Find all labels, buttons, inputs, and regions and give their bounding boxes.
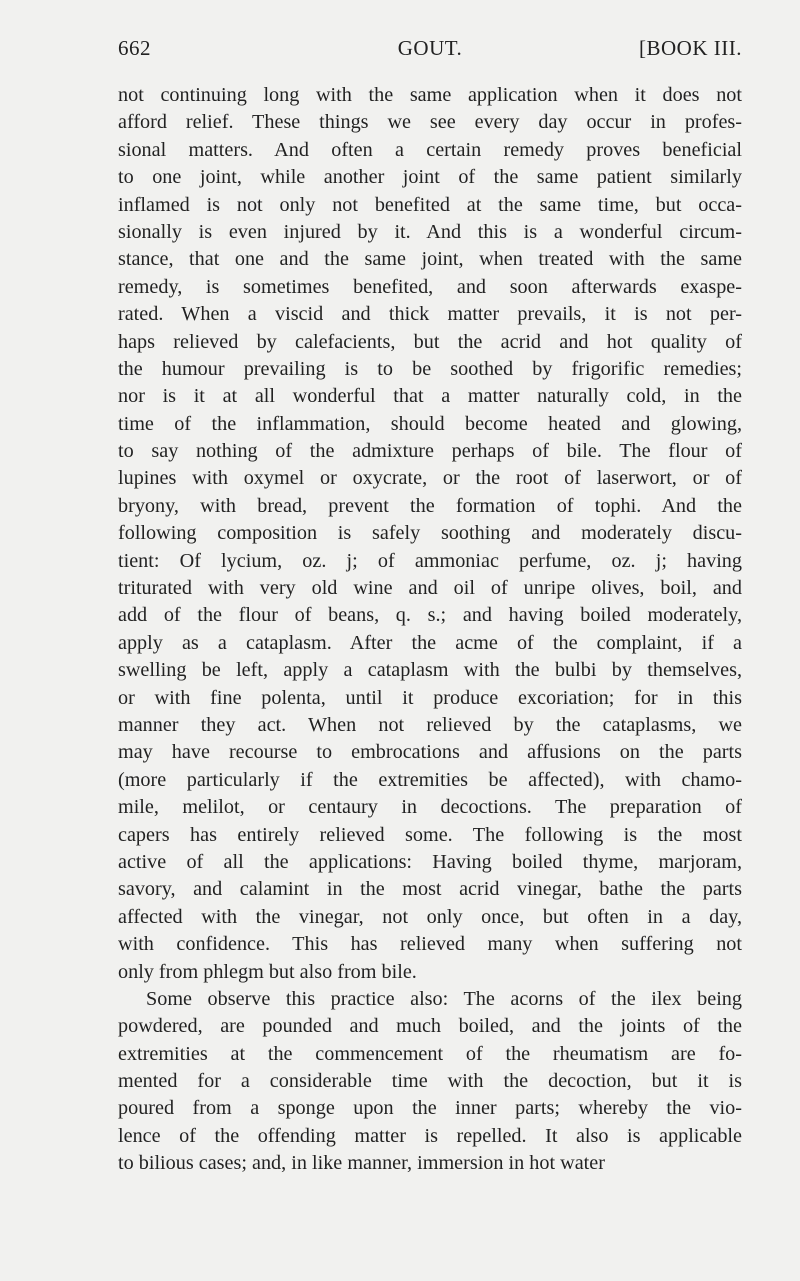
book-label: [BOOK III. (639, 36, 742, 60)
text-line: apply as a cataplasm. After the acme of the complaint, if a (118, 631, 742, 654)
text-line: to one joint, while another joint of the same patient similarly (118, 166, 742, 189)
text-line: sional matters. And often a certain remedy proves beneficial (118, 138, 742, 161)
text-line: affected with the vinegar, not only once, but often in a day, (118, 905, 742, 928)
text-line: swelling be left, apply a cataplasm with the bulbi by themselves, (118, 659, 742, 682)
text-line: not continuing long with the same application when it does not (118, 84, 742, 106)
text-line: rated. When a viscid and thick matter prevails, it is not per- (118, 303, 742, 326)
text-line: mented for a considerable time with the decoction, but it is (118, 1070, 742, 1093)
text-line: poured from a sponge upon the inner parts; whereby the vio- (118, 1097, 742, 1120)
text-line: stance, that one and the same joint, when treated with the same (118, 248, 742, 271)
text-line: following composition is safely soothing and moderately discu- (118, 522, 742, 545)
paragraph (118, 82, 742, 986)
text-line: remedy, is sometimes benefited, and soon afterwards exaspe- (118, 275, 742, 298)
text-line: powdered, are pounded and much boiled, and the joints of the (118, 1015, 742, 1038)
text-line: with confidence. This has relieved many when suffering not (118, 933, 742, 956)
text-line: may have recourse to embrocations and affusions on the parts (118, 741, 742, 764)
text-line: to bilious cases; and, in like manner, immersion in hot water (118, 1152, 605, 1175)
paragraph (118, 986, 742, 1178)
running-head (118, 36, 742, 64)
text-line: sionally is even injured by it. And this is a wonderful circum- (118, 220, 742, 243)
text-line: tient: Of lycium, oz. j; of ammoniac perfume, oz. j; having (118, 549, 742, 572)
text-line: nor is it at all wonderful that a matter naturally cold, in the (118, 385, 742, 408)
text-line: savory, and calamint in the most acrid vinegar, bathe the parts (118, 878, 742, 901)
text-line: extremities at the commencement of the rheumatism are fo- (118, 1042, 742, 1065)
text-line: manner they act. When not relieved by the cataplasms, we (118, 713, 742, 736)
page-number: 662 (118, 36, 151, 60)
text-line: active of all the applications: Having boiled thyme, marjoram, (118, 850, 742, 873)
text-line: mile, melilot, or centaury in decoctions. The preparation of (118, 796, 742, 819)
running-title: GOUT. (397, 36, 463, 60)
text-line: the humour prevailing is to be soothed by frigorific remedies; (118, 357, 742, 380)
text-line: only from phlegm but also from bile. (118, 960, 417, 983)
text-line: time of the inflammation, should become heated and glowing, (118, 412, 742, 435)
text-line: Some observe this practice also: The acorns of the ilex being (146, 987, 742, 1010)
text-line: lupines with oxymel or oxycrate, or the root of laserwort, or of (118, 467, 742, 490)
text-line: bryony, with bread, prevent the formation of tophi. And the (118, 494, 742, 517)
text-line: triturated with very old wine and oil of unripe olives, boil, and (118, 577, 742, 600)
text-line: lence of the offending matter is repelled. It also is applicable (118, 1124, 742, 1147)
text-line: capers has entirely relieved some. The following is the most (118, 823, 742, 846)
text-line: afford relief. These things we see every day occur in profes- (118, 111, 742, 134)
body-text (118, 82, 742, 1178)
text-line: or with fine polenta, until it produce excoriation; for in this (118, 686, 742, 709)
text-line: add of the flour of beans, q. s.; and having boiled moderately, (118, 604, 742, 627)
text-line: (more particularly if the extremities be affected), with chamo- (118, 768, 742, 791)
text-line: to say nothing of the admixture perhaps of bile. The flour of (118, 440, 742, 463)
text-line: inflamed is not only not benefited at the same time, but occa- (118, 193, 742, 216)
text-line: haps relieved by calefacients, but the acrid and hot quality of (118, 330, 742, 353)
